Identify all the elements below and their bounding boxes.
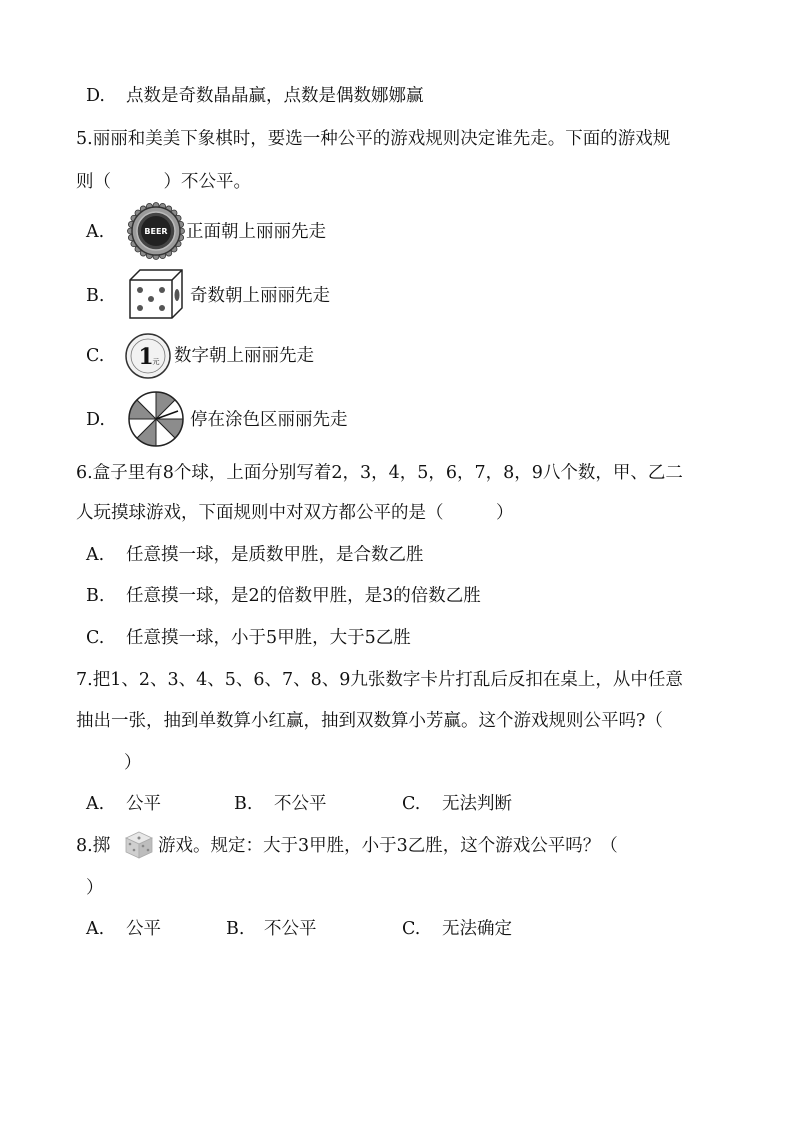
q7-stem-line2: 抽出一张，抽到单数算小红赢，抽到双数算小芳赢。这个游戏规则公平吗?（ xyxy=(76,711,663,731)
q7-option-b-text: 不公平 xyxy=(274,794,327,814)
q8-option-c-text: 无法确定 xyxy=(442,919,512,939)
q6-stem-line2: 人玩摸球游戏，下面规则中对双方都公平的是（ ） xyxy=(76,503,514,523)
q8-option-a-text: 公平 xyxy=(126,919,161,939)
beer-bottle-cap-icon xyxy=(127,202,185,260)
q6-option-c-letter: C. xyxy=(86,628,105,648)
q5-option-a-text: 正面朝上丽丽先走 xyxy=(186,222,326,242)
q8-stem-line2: ） xyxy=(86,878,104,898)
q8-stem-prefix: 8.掷 xyxy=(76,836,111,856)
q6-option-b-letter: B. xyxy=(86,586,105,606)
q7-option-c-letter: C. xyxy=(402,794,421,814)
q5-option-b-text: 奇数朝上丽丽先走 xyxy=(190,286,330,306)
q4-option-d-text: 点数是奇数晶晶赢，点数是偶数娜娜赢 xyxy=(126,86,424,106)
q5-option-d-letter: D. xyxy=(86,410,105,430)
coin-numeral: 1 xyxy=(138,344,154,370)
q7-stem-line3: ） xyxy=(124,753,142,773)
q5-option-d-text: 停在涂色区丽丽先走 xyxy=(190,410,348,430)
q5-stem-line2: 则（ ）不公平。 xyxy=(76,172,251,192)
q7-option-a-text: 公平 xyxy=(126,794,161,814)
q7-option-b-letter: B. xyxy=(234,794,253,814)
q6-option-c-text: 任意摸一球，小于5甲胜，大于5乙胜 xyxy=(126,628,411,648)
q5-option-c-letter: C. xyxy=(86,346,105,366)
q7-stem-line1: 7.把1、2、3、4、5、6、7、8、9九张数字卡片打乱后反扣在桌上，从中任意 xyxy=(76,670,683,690)
q5-option-a-letter: A. xyxy=(86,222,105,242)
q6-option-a-text: 任意摸一球，是质数甲胜，是合数乙胜 xyxy=(126,545,424,565)
q5-option-c-text: 数字朝上丽丽先走 xyxy=(174,346,314,366)
cap-text: BEER xyxy=(144,227,168,236)
q8-option-b-letter: B. xyxy=(226,919,245,939)
q7-option-c-text: 无法判断 xyxy=(442,794,512,814)
q8-option-a-letter: A. xyxy=(86,919,105,939)
spinner-wheel-icon xyxy=(126,389,186,449)
q6-option-a-letter: A. xyxy=(86,545,105,565)
q5-option-b-letter: B. xyxy=(86,286,105,306)
q4-option-d-letter: D. xyxy=(86,86,105,106)
q8-option-c-letter: C. xyxy=(402,919,421,939)
q6-stem-line1: 6.盒子里有8个球，上面分别写着2，3，4，5，6，7，8，9八个数，甲、乙二 xyxy=(76,463,683,483)
q8-stem-suffix: 游戏。规定：大于3甲胜，小于3乙胜，这个游戏公平吗？（ xyxy=(158,836,618,856)
q8-option-b-text: 不公平 xyxy=(264,919,317,939)
dice-cube-icon xyxy=(124,830,154,860)
q6-option-b-text: 任意摸一球，是2的倍数甲胜，是3的倍数乙胜 xyxy=(126,586,481,606)
dice-icon xyxy=(128,268,184,320)
coin-unit: 元 xyxy=(152,358,160,366)
one-yuan-coin-icon xyxy=(124,332,172,380)
q5-stem-line1: 5.丽丽和美美下象棋时，要选一种公平的游戏规则决定谁先走。下面的游戏规 xyxy=(76,129,671,149)
q7-option-a-letter: A. xyxy=(86,794,105,814)
